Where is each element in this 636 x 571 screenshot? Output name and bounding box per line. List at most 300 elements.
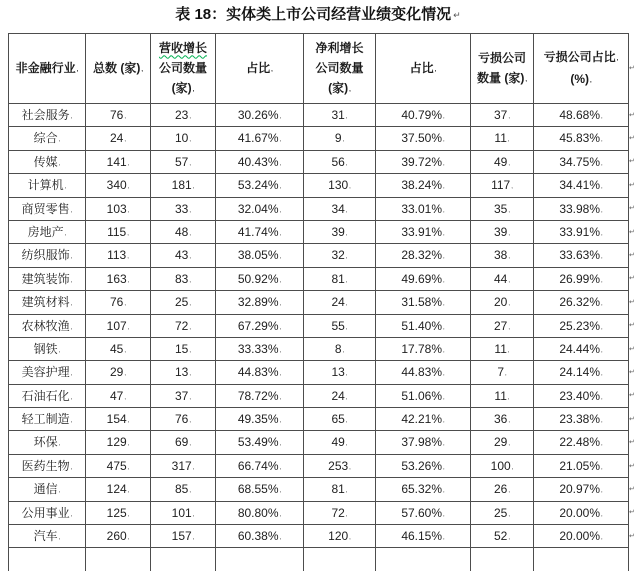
cell-value: 45.83% (559, 131, 601, 146)
end-of-row-mark-icon: ↵ (629, 228, 635, 236)
data-cell[interactable] (534, 478, 629, 501)
cell-value: 49 (331, 435, 345, 450)
end-of-row-mark-icon: ↵ (629, 135, 635, 143)
cell-value: 轻工制造 (21, 412, 70, 427)
data-cell[interactable] (151, 244, 216, 267)
data-cell[interactable] (151, 314, 216, 337)
end-of-cell-mark-icon: , (189, 347, 192, 354)
end-of-cell-mark-icon: , (443, 114, 445, 120)
column-header-4[interactable] (304, 34, 376, 104)
data-cell[interactable] (471, 150, 534, 173)
data-cell[interactable] (304, 174, 376, 197)
end-of-cell-mark-icon: , (189, 488, 192, 495)
table-caption (0, 3, 636, 24)
end-of-row-mark-icon: ↵ (629, 462, 635, 470)
row-label-cell[interactable] (9, 431, 86, 454)
data-cell[interactable] (304, 384, 376, 407)
row-label-cell[interactable] (9, 174, 86, 197)
data-cell[interactable] (376, 244, 471, 267)
data-cell[interactable] (86, 197, 151, 220)
end-of-cell-mark-icon: , (590, 77, 592, 84)
column-header-1[interactable] (86, 34, 151, 104)
data-cell[interactable] (471, 384, 534, 407)
end-of-cell-mark-icon: , (279, 394, 282, 401)
data-cell[interactable] (216, 291, 304, 314)
data-cell[interactable] (304, 408, 376, 431)
end-of-cell-mark-icon: , (279, 184, 282, 191)
end-of-row-mark-icon: ↵ (629, 532, 635, 540)
data-cell[interactable] (151, 361, 216, 384)
data-cell[interactable] (216, 337, 304, 360)
data-cell[interactable] (534, 220, 629, 243)
row-label-cell[interactable] (9, 291, 86, 314)
data-cell[interactable] (151, 174, 216, 197)
end-of-cell-mark-icon: , (127, 511, 130, 518)
row-label-cell[interactable] (9, 244, 86, 267)
data-cell[interactable] (471, 104, 534, 127)
data-cell[interactable] (216, 525, 304, 548)
data-cell[interactable] (216, 314, 304, 337)
data-cell[interactable] (534, 197, 629, 220)
row-label-cell[interactable] (9, 525, 86, 548)
data-cell[interactable] (304, 127, 376, 150)
data-cell[interactable] (86, 314, 151, 337)
data-cell[interactable] (471, 501, 534, 524)
end-of-cell-mark-icon: , (192, 464, 195, 471)
row-label-cell[interactable] (9, 150, 86, 173)
data-cell[interactable] (86, 174, 151, 197)
row-label-cell[interactable] (9, 361, 86, 384)
cell-value: 181 (171, 178, 192, 193)
end-of-cell-mark-icon: , (601, 371, 603, 378)
end-of-cell-mark-icon: , (508, 254, 511, 261)
data-cell[interactable] (151, 408, 216, 431)
header-text: 净利增长 (315, 40, 364, 55)
row-label-cell[interactable] (9, 501, 86, 524)
cell-value: 26.99% (559, 271, 601, 286)
data-cell[interactable] (86, 501, 151, 524)
end-of-cell-mark-icon: , (601, 488, 603, 495)
table-row (9, 104, 629, 127)
data-cell[interactable] (471, 291, 534, 314)
data-cell[interactable] (304, 150, 376, 173)
table-row (9, 408, 629, 431)
data-cell[interactable] (86, 361, 151, 384)
data-cell[interactable] (534, 291, 629, 314)
data-cell[interactable] (151, 501, 216, 524)
data-cell[interactable] (376, 384, 471, 407)
end-of-cell-mark-icon: , (508, 277, 511, 284)
end-of-cell-mark-icon: , (345, 160, 348, 167)
header-text: (%) (570, 71, 589, 86)
data-cell[interactable] (86, 291, 151, 314)
row-label-cell[interactable] (9, 220, 86, 243)
end-of-cell-mark-icon: , (189, 254, 192, 261)
data-cell[interactable] (86, 220, 151, 243)
data-cell[interactable] (376, 220, 471, 243)
cell-value: 通信 (33, 482, 58, 497)
clipped-cell (216, 548, 304, 571)
cell-value: 建筑材料 (21, 295, 70, 310)
data-cell[interactable] (471, 478, 534, 501)
data-cell[interactable] (216, 267, 304, 290)
data-cell[interactable] (376, 314, 471, 337)
row-label-cell[interactable] (9, 127, 86, 150)
end-of-cell-mark-icon: , (189, 301, 192, 308)
data-cell[interactable] (376, 197, 471, 220)
cell-value: 40.43% (237, 154, 279, 169)
row-label-cell[interactable] (9, 384, 86, 407)
data-cell[interactable] (534, 384, 629, 407)
data-cell[interactable] (86, 337, 151, 360)
cell-value: 72 (331, 505, 345, 520)
data-cell[interactable] (471, 220, 534, 243)
data-cell[interactable] (376, 291, 471, 314)
cell-value: 80.80% (237, 505, 279, 520)
cell-value: 48.68% (559, 108, 601, 122)
table-caption-text: 表 18：实体类上市公司经营业绩变化情况 (175, 6, 452, 23)
data-cell[interactable] (471, 127, 534, 150)
cell-value: 39 (493, 224, 508, 239)
end-of-cell-mark-icon: , (601, 394, 603, 401)
end-of-cell-mark-icon: , (70, 394, 73, 401)
data-cell[interactable] (216, 454, 304, 477)
data-cell[interactable] (471, 454, 534, 477)
cell-value: 253 (328, 458, 349, 473)
data-cell[interactable] (216, 408, 304, 431)
end-of-cell-mark-icon: , (189, 418, 192, 425)
cell-value: 24 (331, 388, 345, 403)
data-cell[interactable] (376, 361, 471, 384)
data-cell[interactable] (471, 244, 534, 267)
data-cell[interactable] (376, 104, 471, 127)
data-cell[interactable] (151, 104, 216, 127)
row-label-cell[interactable] (9, 478, 86, 501)
table-row (9, 501, 629, 524)
end-of-cell-mark-icon: , (443, 511, 445, 518)
clipped-cell (304, 548, 376, 571)
data-cell[interactable] (86, 127, 151, 150)
cell-value: 53.26% (401, 458, 443, 473)
data-cell[interactable] (304, 337, 376, 360)
cell-value: 33.91% (559, 224, 601, 239)
end-of-cell-mark-icon: , (192, 86, 195, 93)
cell-value: 30.26% (237, 108, 279, 122)
end-of-cell-mark-icon: , (508, 160, 511, 167)
end-of-cell-mark-icon: , (511, 184, 513, 191)
data-cell[interactable] (216, 174, 304, 197)
table-row (9, 174, 629, 197)
cell-value: 32.04% (237, 201, 279, 216)
data-cell[interactable] (534, 431, 629, 454)
data-cell[interactable] (376, 337, 471, 360)
end-of-cell-mark-icon: , (279, 324, 282, 331)
data-cell[interactable] (534, 244, 629, 267)
cell-value: 36 (493, 412, 508, 427)
data-cell[interactable] (86, 104, 151, 127)
data-cell[interactable] (534, 267, 629, 290)
table-row (9, 267, 629, 290)
data-cell[interactable] (151, 150, 216, 173)
end-of-cell-mark-icon: , (189, 114, 192, 120)
data-cell[interactable] (216, 220, 304, 243)
data-cell[interactable] (376, 525, 471, 548)
cell-value: 22.48% (559, 435, 601, 450)
data-cell[interactable] (534, 127, 629, 150)
data-cell[interactable] (151, 454, 216, 477)
data-cell[interactable] (376, 478, 471, 501)
column-header-0[interactable] (9, 34, 86, 104)
cell-value: 76 (109, 295, 124, 310)
end-of-cell-mark-icon: , (601, 137, 603, 144)
end-of-cell-mark-icon: , (124, 301, 127, 308)
table-row (9, 454, 629, 477)
cell-value: 15 (174, 341, 189, 356)
data-cell[interactable] (534, 408, 629, 431)
data-cell[interactable] (471, 525, 534, 548)
end-of-cell-mark-icon: , (507, 347, 510, 354)
data-cell[interactable] (376, 454, 471, 477)
end-of-row-mark-icon: ↵ (629, 158, 635, 166)
end-of-cell-mark-icon: , (127, 254, 129, 261)
end-of-cell-mark-icon: , (279, 441, 282, 448)
data-cell[interactable] (216, 431, 304, 454)
end-of-cell-mark-icon: , (342, 347, 345, 354)
data-cell[interactable] (304, 478, 376, 501)
end-of-cell-mark-icon: , (127, 418, 130, 425)
end-of-cell-mark-icon: , (279, 254, 282, 261)
cell-value: 113 (107, 248, 127, 263)
clipped-cell (376, 548, 471, 571)
cell-value: 11 (494, 131, 507, 146)
data-cell[interactable] (376, 501, 471, 524)
cell-value: 53.49% (237, 435, 279, 450)
data-cell[interactable] (471, 337, 534, 360)
end-of-row-mark-icon: ↵ (629, 485, 635, 493)
end-of-cell-mark-icon: , (601, 160, 603, 167)
data-cell[interactable] (471, 197, 534, 220)
data-cell[interactable] (304, 291, 376, 314)
header-text: 数量 (家) (477, 70, 525, 85)
cell-value: 78.72% (237, 388, 279, 403)
end-of-cell-mark-icon: , (443, 184, 445, 191)
end-of-cell-mark-icon: , (601, 207, 603, 214)
row-label-cell[interactable] (9, 314, 86, 337)
data-cell[interactable] (86, 267, 151, 290)
end-of-cell-mark-icon: , (279, 464, 282, 471)
cell-value: 26 (493, 482, 508, 497)
data-cell[interactable] (216, 478, 304, 501)
cell-value: 100 (490, 458, 511, 473)
data-cell[interactable] (376, 431, 471, 454)
column-header-6[interactable] (471, 34, 534, 104)
data-cell[interactable] (86, 525, 151, 548)
end-of-cell-mark-icon: , (141, 66, 143, 73)
cell-value: 33.63% (559, 248, 601, 263)
end-of-cell-mark-icon: , (508, 441, 511, 448)
cell-value: 120 (328, 529, 349, 544)
row-label-cell[interactable] (9, 197, 86, 220)
row-label-cell[interactable] (9, 337, 86, 360)
end-of-cell-mark-icon: , (349, 184, 351, 191)
data-cell[interactable] (304, 267, 376, 290)
data-cell[interactable] (304, 501, 376, 524)
cell-value: 综合 (33, 131, 58, 146)
cell-value: 25.23% (559, 318, 601, 333)
data-cell[interactable] (534, 454, 629, 477)
cell-value: 33.91% (401, 224, 443, 239)
end-of-cell-mark-icon: , (345, 301, 348, 308)
cell-value: 25 (174, 295, 189, 310)
cell-value: 20 (493, 295, 508, 310)
data-cell[interactable] (534, 501, 629, 524)
row-label-cell[interactable] (9, 454, 86, 477)
data-cell[interactable] (304, 431, 376, 454)
data-cell[interactable] (376, 408, 471, 431)
end-of-cell-mark-icon: , (70, 464, 73, 471)
cell-value: 45 (109, 341, 124, 356)
data-cell[interactable] (151, 127, 216, 150)
end-of-row-mark-icon: ↵ (629, 345, 635, 353)
column-header-2[interactable] (151, 34, 216, 104)
cell-value: 20.00% (559, 505, 601, 520)
data-cell[interactable] (304, 220, 376, 243)
end-of-cell-mark-icon: , (127, 160, 130, 167)
row-label-cell[interactable] (9, 267, 86, 290)
data-cell[interactable] (304, 104, 376, 127)
end-of-cell-mark-icon: , (189, 160, 192, 167)
data-cell[interactable] (86, 478, 151, 501)
data-cell[interactable] (86, 244, 151, 267)
data-cell[interactable] (534, 337, 629, 360)
data-cell[interactable] (151, 384, 216, 407)
cell-value: 29 (493, 435, 508, 450)
end-of-cell-mark-icon: , (349, 464, 351, 471)
data-cell[interactable] (151, 525, 216, 548)
column-header-5[interactable] (376, 34, 471, 104)
data-cell[interactable] (86, 384, 151, 407)
cell-value: 28.32% (401, 248, 443, 263)
data-cell[interactable] (86, 408, 151, 431)
data-cell[interactable] (151, 291, 216, 314)
end-of-cell-mark-icon: , (124, 347, 127, 354)
cell-value: 103 (106, 201, 127, 216)
data-cell[interactable] (534, 361, 629, 384)
header-text: 非金融行业 (15, 60, 76, 75)
data-cell[interactable] (151, 197, 216, 220)
data-cell[interactable] (376, 127, 471, 150)
data-cell[interactable] (216, 244, 304, 267)
cell-value: 建筑装饰 (21, 271, 70, 286)
data-cell[interactable] (216, 150, 304, 173)
end-of-cell-mark-icon: , (511, 464, 514, 471)
data-cell[interactable] (304, 314, 376, 337)
cell-value: 125 (106, 505, 127, 520)
data-cell[interactable] (151, 267, 216, 290)
data-cell[interactable] (216, 197, 304, 220)
end-of-cell-mark-icon: , (507, 137, 510, 144)
header-text: 亏损公司 (477, 50, 526, 65)
data-cell[interactable] (86, 150, 151, 173)
end-of-cell-mark-icon: , (601, 441, 603, 448)
column-header-3[interactable] (216, 34, 304, 104)
data-cell[interactable] (86, 454, 151, 477)
end-of-cell-mark-icon: , (271, 66, 273, 73)
data-cell[interactable] (471, 314, 534, 337)
data-cell[interactable] (471, 408, 534, 431)
data-cell[interactable] (216, 384, 304, 407)
cell-value: 29 (109, 365, 124, 380)
end-of-cell-mark-icon: , (124, 114, 127, 120)
data-cell[interactable] (304, 525, 376, 548)
end-of-cell-mark-icon: , (443, 301, 445, 308)
end-of-cell-mark-icon: , (345, 324, 348, 331)
data-cell[interactable] (471, 361, 534, 384)
data-cell[interactable] (304, 361, 376, 384)
data-cell[interactable] (86, 431, 151, 454)
row-label-cell[interactable] (9, 104, 86, 127)
data-cell[interactable] (216, 127, 304, 150)
end-of-cell-mark-icon: , (70, 301, 73, 308)
row-label-cell[interactable] (9, 408, 86, 431)
cell-value: 23 (174, 108, 189, 122)
data-cell[interactable] (216, 501, 304, 524)
cell-value: 39.72% (401, 154, 443, 169)
end-of-cell-mark-icon: , (127, 535, 130, 542)
data-cell[interactable] (376, 267, 471, 290)
end-of-row-mark-icon: ↵ (629, 368, 635, 376)
header-text: 占比 (246, 60, 271, 75)
end-of-cell-mark-icon: , (279, 277, 282, 284)
data-cell[interactable] (471, 267, 534, 290)
data-cell[interactable] (151, 478, 216, 501)
cell-value: 医药生物 (21, 458, 70, 473)
data-cell[interactable] (151, 431, 216, 454)
data-cell[interactable] (151, 337, 216, 360)
end-of-cell-mark-icon: , (70, 114, 73, 120)
data-cell[interactable] (151, 220, 216, 243)
data-cell[interactable] (376, 150, 471, 173)
cell-value: 24 (109, 131, 124, 146)
data-cell[interactable] (304, 454, 376, 477)
end-of-cell-mark-icon: , (124, 394, 127, 401)
end-of-cell-mark-icon: , (192, 511, 195, 518)
cell-value: 41.67% (237, 131, 279, 146)
data-cell[interactable] (534, 104, 629, 127)
end-of-cell-mark-icon: , (345, 394, 348, 401)
cell-value: 41.74% (237, 224, 279, 239)
data-cell[interactable] (534, 174, 629, 197)
cell-value: 260 (106, 529, 127, 544)
data-cell[interactable] (471, 174, 534, 197)
data-cell[interactable] (304, 244, 376, 267)
data-cell[interactable] (216, 104, 304, 127)
end-of-cell-mark-icon: , (434, 66, 437, 73)
data-cell[interactable] (534, 314, 629, 337)
column-header-7[interactable] (534, 34, 629, 104)
data-cell[interactable] (534, 150, 629, 173)
cell-value: 31.58% (401, 295, 443, 310)
data-cell[interactable] (376, 174, 471, 197)
cell-value: 8 (334, 341, 342, 356)
data-cell[interactable] (534, 525, 629, 548)
data-cell[interactable] (471, 431, 534, 454)
cell-value: 37.98% (401, 435, 443, 450)
data-cell[interactable] (304, 197, 376, 220)
table-row (9, 220, 629, 243)
data-cell[interactable] (216, 361, 304, 384)
end-of-row-mark-icon: ↵ (629, 205, 635, 213)
